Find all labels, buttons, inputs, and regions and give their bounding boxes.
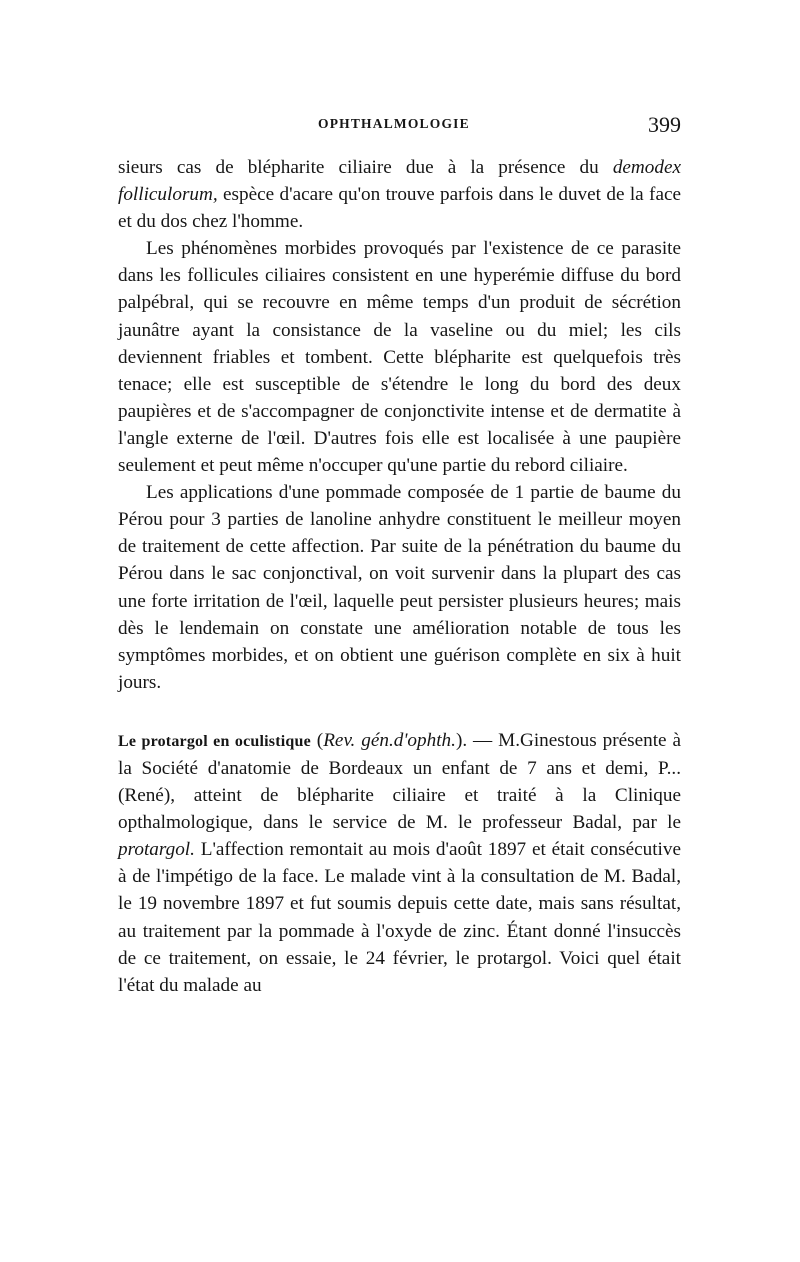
paragraph-symptoms: Les phénomènes morbides provoqués par l'existence de ce parasite dans les follicules ciliaires consistent en une hyperémie diffuse du bord palpébral, qui se recouvre en même temps d'un produit de sécrétion jaunâtre ayant la consistance de la vaseline ou du miel; les cils deviennent friables et tombent. Cette blépharite est quelquefois très tenace; elle est susceptible de s'étendre le long du bord des deux paupières et de s'accompagner de conjonctivite intense et de dermatite à l'angle externe de l'œil. D'autres fois elle est localisée à une paupière seulement et peut même n'occuper qu'une partie du rebord ciliaire. [118, 238, 681, 477]
text-run: ). — M.Ginestous présente à la Société d'anatomie de Bordeaux un enfant de 7 ans et demi, P... (René), atteint de blépharite ciliaire et traité à la Clinique opthalmologique, dans le service de M. le professeur Badal, par le [118, 729, 681, 834]
journal-citation: Rev. gén.d'ophth. [323, 729, 456, 751]
paragraph-treatment: Les applications d'une pommade composée de 1 partie de baume du Pérou pour 3 parties de lanoline anhydre constituent le meilleur moyen de traitement de cette affection. Par suite de la pénétration du baume du Pérou dans le sac conjonctival, on voit survenir dans la plupart des cas une forte irritation de l'œil, laquelle peut persister plusieurs heures; mais dès le lendemain on constate une amélioration notable de tous les symptômes morbides, et on obtient une guérison complète en six à huit jours. [118, 482, 681, 693]
italic-term: demodex folliculorum, [118, 157, 681, 206]
running-head [118, 112, 681, 142]
text-run: ( [310, 729, 324, 751]
italic-drug: protargol. [118, 839, 195, 861]
paragraph-continuation [118, 154, 681, 235]
text-run: L'affection remontait au mois d'août 1897 et était consécutive à de l'impétigo de la face. Le malade vint à la consultation de M. Badal, le 19 novembre 1897 et fut soumis depuis cette date, mais sans résultat, au traitement par la pommade à l'oxyde de zinc. Étant donné l'insuccès de ce traitement, on essaie, le 24 février, le protargol. Voici quel était l'état du malade au [118, 839, 681, 996]
section-break [118, 696, 681, 727]
paragraph-protargol [118, 727, 681, 999]
text-run: espèce d'acare qu'on trouve parfois dans le duvet de la face et du dos chez l'homme. [118, 184, 681, 233]
section-heading: Le protargol en oculistique [118, 732, 311, 750]
running-title: OPHTHALMOLOGIE [318, 116, 470, 131]
text-run: sieurs cas de blépharite ciliaire due à la présence du [118, 157, 613, 178]
book-page [118, 112, 681, 999]
page-number: 399 [648, 112, 681, 137]
